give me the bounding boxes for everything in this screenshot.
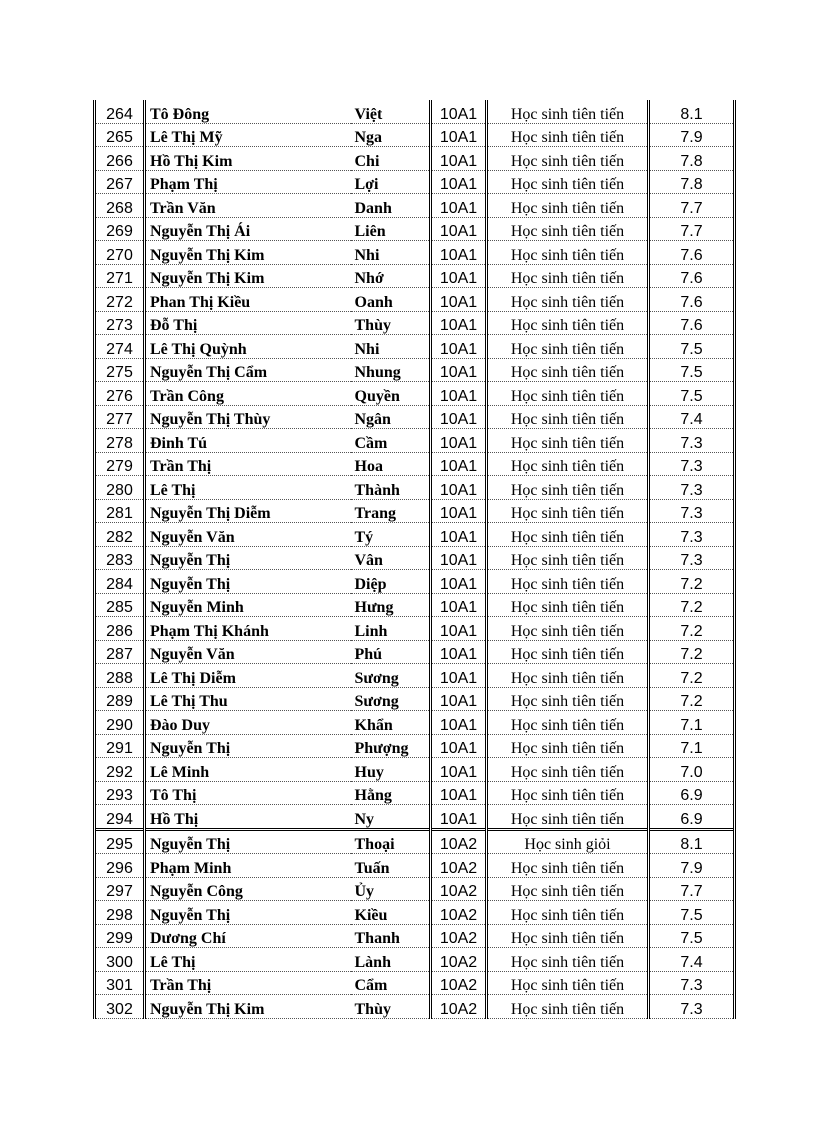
class-code: 10A1 (431, 476, 487, 500)
class-code: 10A1 (431, 382, 487, 406)
class-code: 10A1 (431, 311, 487, 335)
table-row (95, 147, 735, 171)
table-row (95, 523, 735, 547)
class-code: 10A1 (431, 617, 487, 641)
table-row (95, 924, 735, 948)
average-score: 7.4 (649, 948, 735, 972)
ranking: Học sinh tiên tiến (487, 854, 649, 878)
ranking: Học sinh tiên tiến (487, 311, 649, 335)
class-code: 10A1 (431, 170, 487, 194)
student-given-name: Thoại (351, 829, 431, 854)
student-surname: Nguyễn Thị (145, 570, 351, 594)
class-code: 10A1 (431, 241, 487, 265)
class-code: 10A1 (431, 523, 487, 547)
student-given-name: Nhớ (351, 264, 431, 288)
row-number: 302 (95, 995, 145, 1019)
average-score: 6.9 (649, 805, 735, 830)
ranking: Học sinh tiên tiến (487, 734, 649, 758)
ranking: Học sinh tiên tiến (487, 194, 649, 218)
average-score: 7.8 (649, 170, 735, 194)
ranking: Học sinh tiên tiến (487, 924, 649, 948)
average-score: 7.3 (649, 499, 735, 523)
average-score: 7.5 (649, 924, 735, 948)
table-row (95, 452, 735, 476)
ranking: Học sinh tiên tiến (487, 123, 649, 147)
class-code: 10A1 (431, 499, 487, 523)
ranking: Học sinh tiên tiến (487, 499, 649, 523)
class-code: 10A1 (431, 734, 487, 758)
student-surname: Lê Thị Thu (145, 687, 351, 711)
average-score: 7.3 (649, 429, 735, 453)
ranking: Học sinh tiên tiến (487, 877, 649, 901)
average-score: 7.9 (649, 123, 735, 147)
class-code: 10A2 (431, 948, 487, 972)
average-score: 7.0 (649, 758, 735, 782)
student-surname: Lê Thị (145, 948, 351, 972)
row-number: 272 (95, 288, 145, 312)
class-code: 10A2 (431, 971, 487, 995)
ranking: Học sinh tiên tiến (487, 429, 649, 453)
student-given-name: Lợi (351, 170, 431, 194)
average-score: 7.6 (649, 241, 735, 265)
student-given-name: Liên (351, 217, 431, 241)
student-given-name: Danh (351, 194, 431, 218)
table-row (95, 546, 735, 570)
student-given-name: Hằng (351, 781, 431, 805)
class-code: 10A1 (431, 758, 487, 782)
student-surname: Nguyễn Thị (145, 546, 351, 570)
student-given-name: Hoa (351, 452, 431, 476)
row-number: 298 (95, 901, 145, 925)
row-number: 277 (95, 405, 145, 429)
table-row (95, 664, 735, 688)
ranking: Học sinh tiên tiến (487, 805, 649, 830)
row-number: 264 (95, 100, 145, 123)
student-given-name: Huy (351, 758, 431, 782)
row-number: 276 (95, 382, 145, 406)
ranking: Học sinh tiên tiến (487, 640, 649, 664)
table-row (95, 758, 735, 782)
table-row (95, 687, 735, 711)
table-row (95, 877, 735, 901)
student-surname: Tô Thị (145, 781, 351, 805)
row-number: 286 (95, 617, 145, 641)
table-row (95, 241, 735, 265)
row-number: 289 (95, 687, 145, 711)
class-code: 10A1 (431, 217, 487, 241)
student-surname: Lê Thị Mỹ (145, 123, 351, 147)
average-score: 7.9 (649, 854, 735, 878)
student-surname: Trần Văn (145, 194, 351, 218)
ranking: Học sinh tiên tiến (487, 971, 649, 995)
average-score: 7.6 (649, 288, 735, 312)
average-score: 7.4 (649, 405, 735, 429)
student-surname: Tô Đông (145, 100, 351, 123)
table-row (95, 288, 735, 312)
average-score: 7.2 (649, 664, 735, 688)
student-surname: Nguyễn Thị Thùy (145, 405, 351, 429)
average-score: 8.1 (649, 829, 735, 854)
student-given-name: Sương (351, 664, 431, 688)
student-surname: Nguyễn Thị Diễm (145, 499, 351, 523)
table-row (95, 476, 735, 500)
student-roster-table (93, 100, 736, 1019)
class-code: 10A1 (431, 429, 487, 453)
row-number: 278 (95, 429, 145, 453)
student-surname: Nguyễn Thị Ái (145, 217, 351, 241)
student-surname: Phan Thị Kiều (145, 288, 351, 312)
average-score: 7.3 (649, 995, 735, 1019)
student-given-name: Phượng (351, 734, 431, 758)
student-given-name: Cẩm (351, 971, 431, 995)
student-surname: Nguyễn Công (145, 877, 351, 901)
table-row (95, 971, 735, 995)
student-surname: Lê Minh (145, 758, 351, 782)
row-number: 273 (95, 311, 145, 335)
student-given-name: Nga (351, 123, 431, 147)
student-surname: Lê Thị Diễm (145, 664, 351, 688)
student-surname: Đỗ Thị (145, 311, 351, 335)
average-score: 7.5 (649, 382, 735, 406)
row-number: 283 (95, 546, 145, 570)
student-given-name: Vân (351, 546, 431, 570)
ranking: Học sinh tiên tiến (487, 901, 649, 925)
average-score: 7.3 (649, 546, 735, 570)
ranking: Học sinh tiên tiến (487, 995, 649, 1019)
average-score: 7.6 (649, 311, 735, 335)
student-surname: Phạm Minh (145, 854, 351, 878)
table-row (95, 264, 735, 288)
row-number: 282 (95, 523, 145, 547)
class-code: 10A1 (431, 358, 487, 382)
average-score: 7.2 (649, 640, 735, 664)
class-code: 10A1 (431, 664, 487, 688)
table-row (95, 170, 735, 194)
class-code: 10A1 (431, 570, 487, 594)
table-row (95, 217, 735, 241)
student-surname: Dương Chí (145, 924, 351, 948)
student-surname: Trần Công (145, 382, 351, 406)
average-score: 8.1 (649, 100, 735, 123)
student-surname: Nguyễn Thị Kim (145, 264, 351, 288)
class-code: 10A1 (431, 405, 487, 429)
row-number: 268 (95, 194, 145, 218)
average-score: 7.5 (649, 901, 735, 925)
roster-body (95, 100, 735, 1018)
row-number: 297 (95, 877, 145, 901)
average-score: 7.3 (649, 971, 735, 995)
ranking: Học sinh tiên tiến (487, 476, 649, 500)
class-code: 10A2 (431, 995, 487, 1019)
student-given-name: Ủy (351, 877, 431, 901)
ranking: Học sinh tiên tiến (487, 241, 649, 265)
ranking: Học sinh tiên tiến (487, 100, 649, 123)
row-number: 279 (95, 452, 145, 476)
table-row (95, 901, 735, 925)
student-given-name: Cầm (351, 429, 431, 453)
student-surname: Phạm Thị (145, 170, 351, 194)
ranking: Học sinh tiên tiến (487, 546, 649, 570)
student-given-name: Lành (351, 948, 431, 972)
student-given-name: Hưng (351, 593, 431, 617)
ranking: Học sinh tiên tiến (487, 288, 649, 312)
student-given-name: Phú (351, 640, 431, 664)
class-code: 10A1 (431, 335, 487, 359)
average-score: 6.9 (649, 781, 735, 805)
ranking: Học sinh tiên tiến (487, 687, 649, 711)
row-number: 287 (95, 640, 145, 664)
class-code: 10A1 (431, 100, 487, 123)
ranking: Học sinh tiên tiến (487, 664, 649, 688)
table-row (95, 948, 735, 972)
ranking: Học sinh tiên tiến (487, 217, 649, 241)
average-score: 7.7 (649, 194, 735, 218)
average-score: 7.6 (649, 264, 735, 288)
average-score: 7.5 (649, 335, 735, 359)
ranking: Học sinh tiên tiến (487, 570, 649, 594)
class-code: 10A1 (431, 640, 487, 664)
student-given-name: Thanh (351, 924, 431, 948)
student-given-name: Thành (351, 476, 431, 500)
student-given-name: Diệp (351, 570, 431, 594)
student-given-name: Chi (351, 147, 431, 171)
average-score: 7.2 (649, 687, 735, 711)
average-score: 7.7 (649, 217, 735, 241)
student-surname: Đinh Tú (145, 429, 351, 453)
student-surname: Nguyễn Thị Kim (145, 241, 351, 265)
row-number: 296 (95, 854, 145, 878)
row-number: 293 (95, 781, 145, 805)
ranking: Học sinh tiên tiến (487, 264, 649, 288)
class-code: 10A1 (431, 687, 487, 711)
student-given-name: Nhi (351, 241, 431, 265)
row-number: 299 (95, 924, 145, 948)
student-surname: Nguyễn Thị Kim (145, 995, 351, 1019)
row-number: 301 (95, 971, 145, 995)
class-code: 10A1 (431, 593, 487, 617)
class-code: 10A1 (431, 711, 487, 735)
class-code: 10A1 (431, 194, 487, 218)
average-score: 7.5 (649, 358, 735, 382)
ranking: Học sinh tiên tiến (487, 948, 649, 972)
average-score: 7.7 (649, 877, 735, 901)
student-given-name: Ny (351, 805, 431, 830)
class-code: 10A2 (431, 924, 487, 948)
table-row (95, 335, 735, 359)
student-given-name: Trang (351, 499, 431, 523)
student-given-name: Linh (351, 617, 431, 641)
student-given-name: Thùy (351, 311, 431, 335)
student-given-name: Khẩn (351, 711, 431, 735)
class-code: 10A2 (431, 829, 487, 854)
table-row (95, 499, 735, 523)
row-number: 281 (95, 499, 145, 523)
row-number: 300 (95, 948, 145, 972)
ranking: Học sinh tiên tiến (487, 758, 649, 782)
average-score: 7.2 (649, 617, 735, 641)
average-score: 7.3 (649, 476, 735, 500)
class-code: 10A1 (431, 805, 487, 830)
table-row (95, 570, 735, 594)
average-score: 7.2 (649, 570, 735, 594)
student-surname: Lê Thị (145, 476, 351, 500)
ranking: Học sinh tiên tiến (487, 382, 649, 406)
class-code: 10A1 (431, 781, 487, 805)
student-surname: Nguyễn Thị (145, 829, 351, 854)
student-surname: Nguyễn Minh (145, 593, 351, 617)
table-row (95, 429, 735, 453)
student-given-name: Quyền (351, 382, 431, 406)
average-score: 7.1 (649, 734, 735, 758)
class-code: 10A1 (431, 147, 487, 171)
row-number: 270 (95, 241, 145, 265)
class-code: 10A1 (431, 546, 487, 570)
row-number: 274 (95, 335, 145, 359)
row-number: 269 (95, 217, 145, 241)
table-row (95, 854, 735, 878)
class-code: 10A1 (431, 452, 487, 476)
ranking: Học sinh tiên tiến (487, 617, 649, 641)
ranking: Học sinh tiên tiến (487, 593, 649, 617)
ranking: Học sinh tiên tiến (487, 335, 649, 359)
average-score: 7.8 (649, 147, 735, 171)
row-number: 271 (95, 264, 145, 288)
student-given-name: Ngân (351, 405, 431, 429)
table-row (95, 123, 735, 147)
student-surname: Trần Thị (145, 452, 351, 476)
row-number: 280 (95, 476, 145, 500)
row-number: 284 (95, 570, 145, 594)
row-number: 295 (95, 829, 145, 854)
student-surname: Phạm Thị Khánh (145, 617, 351, 641)
ranking: Học sinh tiên tiến (487, 405, 649, 429)
ranking: Học sinh tiên tiến (487, 523, 649, 547)
table-row (95, 382, 735, 406)
table-row (95, 593, 735, 617)
ranking: Học sinh tiên tiến (487, 147, 649, 171)
class-code: 10A1 (431, 264, 487, 288)
student-given-name: Sương (351, 687, 431, 711)
table-row (95, 311, 735, 335)
student-surname: Đào Duy (145, 711, 351, 735)
table-row (95, 781, 735, 805)
row-number: 294 (95, 805, 145, 830)
student-given-name: Tuấn (351, 854, 431, 878)
table-row (95, 829, 735, 854)
student-surname: Nguyễn Thị (145, 734, 351, 758)
table-row (95, 995, 735, 1019)
student-surname: Nguyễn Văn (145, 640, 351, 664)
table-row (95, 194, 735, 218)
student-surname: Hồ Thị Kim (145, 147, 351, 171)
class-code: 10A2 (431, 877, 487, 901)
row-number: 267 (95, 170, 145, 194)
average-score: 7.3 (649, 523, 735, 547)
table-row (95, 405, 735, 429)
ranking: Học sinh tiên tiến (487, 452, 649, 476)
student-given-name: Việt (351, 100, 431, 123)
student-given-name: Nhung (351, 358, 431, 382)
class-code: 10A1 (431, 123, 487, 147)
table-row (95, 100, 735, 123)
average-score: 7.2 (649, 593, 735, 617)
table-row (95, 711, 735, 735)
row-number: 288 (95, 664, 145, 688)
table-row (95, 617, 735, 641)
average-score: 7.3 (649, 452, 735, 476)
table-row (95, 734, 735, 758)
row-number: 285 (95, 593, 145, 617)
student-surname: Lê Thị Quỳnh (145, 335, 351, 359)
ranking: Học sinh giỏi (487, 829, 649, 854)
student-surname: Hồ Thị (145, 805, 351, 830)
student-given-name: Kiều (351, 901, 431, 925)
ranking: Học sinh tiên tiến (487, 781, 649, 805)
student-surname: Nguyễn Thị (145, 901, 351, 925)
row-number: 290 (95, 711, 145, 735)
student-given-name: Tý (351, 523, 431, 547)
row-number: 275 (95, 358, 145, 382)
table-row (95, 358, 735, 382)
row-number: 291 (95, 734, 145, 758)
ranking: Học sinh tiên tiến (487, 358, 649, 382)
table-row (95, 805, 735, 830)
student-surname: Trần Thị (145, 971, 351, 995)
row-number: 292 (95, 758, 145, 782)
student-surname: Nguyễn Văn (145, 523, 351, 547)
student-given-name: Thùy (351, 995, 431, 1019)
average-score: 7.1 (649, 711, 735, 735)
row-number: 266 (95, 147, 145, 171)
ranking: Học sinh tiên tiến (487, 711, 649, 735)
student-surname: Nguyễn Thị Cẩm (145, 358, 351, 382)
table-row (95, 640, 735, 664)
class-code: 10A1 (431, 288, 487, 312)
class-code: 10A2 (431, 901, 487, 925)
class-code: 10A2 (431, 854, 487, 878)
student-given-name: Nhi (351, 335, 431, 359)
student-roster-page (93, 100, 733, 1019)
row-number: 265 (95, 123, 145, 147)
student-given-name: Oanh (351, 288, 431, 312)
ranking: Học sinh tiên tiến (487, 170, 649, 194)
